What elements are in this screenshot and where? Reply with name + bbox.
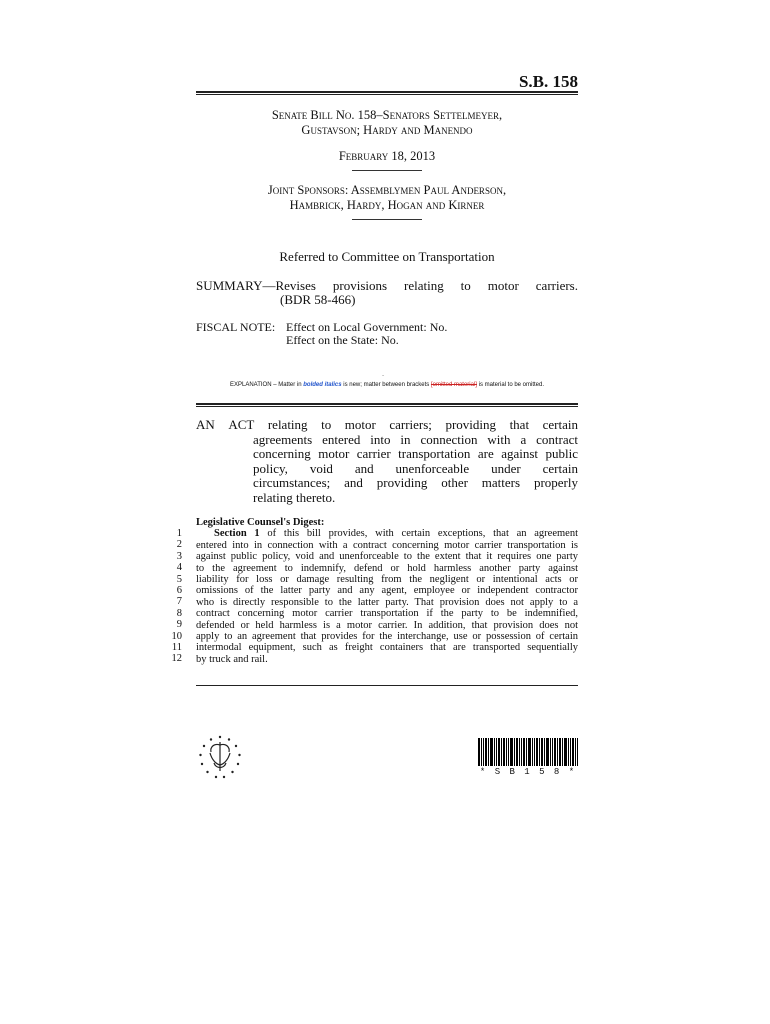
- fiscal-note-local: Effect on Local Government: No.: [286, 320, 448, 334]
- joint-sponsors-line-1: Joint Sponsors: Assemblymen Paul Anderson,: [267, 183, 507, 197]
- digest-line: liability for loss or damage resulting from the negligent or intentional acts or: [196, 574, 578, 586]
- digest-line: against public policy, void and unenforceable to the extent that it requires one party: [196, 551, 578, 563]
- explanation-omitted: [omitted material]: [430, 382, 477, 388]
- digest-line: contract concerning motor carrier transportation if the party to be indemnified,: [196, 608, 578, 620]
- fiscal-note-label: FISCAL NOTE:: [196, 320, 276, 334]
- act-word: ACT: [228, 417, 255, 432]
- barcode-icon: [478, 738, 578, 766]
- act-word: motor: [344, 417, 376, 432]
- barcode-caption: * S B 1 5 8 *: [479, 767, 577, 777]
- line-number: 7: [176, 596, 182, 608]
- bill-header: [196, 108, 578, 220]
- act-word: relating: [267, 417, 308, 432]
- act-rule: [196, 403, 578, 407]
- act-first-line: [196, 418, 578, 433]
- sponsors-rule: [352, 219, 422, 220]
- act-line: policy, void and unenforceable under certain: [253, 460, 578, 476]
- act-word: that: [509, 417, 530, 432]
- digest-line: omissions of the latter party and any agent, employee or independent contractor: [196, 585, 578, 597]
- line-number: 3: [176, 550, 182, 562]
- line-number: 4: [176, 562, 182, 574]
- tiny-mark: ~: [382, 373, 385, 378]
- header-rule: [196, 91, 578, 95]
- bill-date: February 18, 2013: [338, 149, 436, 163]
- digest-line-numbers: [168, 528, 182, 665]
- summary-text: —Revises provisions relating to motor carriers.: [262, 278, 578, 293]
- act-line: agreements entered into in connection with a contract: [253, 431, 578, 447]
- digest-line: apply to an agreement that provides for the interchange, use or possession of certain: [196, 631, 578, 643]
- bill-title-line-1: Senate Bill No. 158–Senators Settelmeyer,: [271, 108, 503, 122]
- explanation: [196, 382, 578, 388]
- line-number: 12: [171, 653, 182, 665]
- digest-line: intermodal equipment, such as freight containers that are transported sequentially: [196, 642, 578, 654]
- digest-first-line-text: of this bill provides, with certain exceptions, that an agreement: [259, 528, 578, 540]
- joint-sponsors-line-2: Hambrick, Hardy, Hogan and Kirner: [289, 198, 485, 212]
- fiscal-note: [196, 321, 578, 347]
- digest-line: by truck and rail.: [196, 653, 268, 665]
- act-line: circumstances; and providing other matters properly: [253, 475, 578, 490]
- act-word: certain: [542, 417, 578, 432]
- line-number: 2: [176, 539, 182, 551]
- act-line: relating thereto.: [253, 489, 336, 505]
- digest-line: to the agreement to indemnify, defend or hold harmless another party against: [196, 562, 578, 574]
- digest-heading: Legislative Counsel's Digest:: [196, 517, 325, 528]
- act-word: providing: [445, 417, 497, 432]
- act-word: to: [321, 417, 332, 432]
- explanation-middle: is new; matter between brackets: [341, 382, 431, 388]
- digest-line: [196, 528, 578, 539]
- act-word: AN: [196, 417, 215, 432]
- act-line: concerning motor carrier transportation are against public: [253, 446, 578, 461]
- digest-line: defended or held harmless is a motor carrier. In addition, that provision does not: [196, 619, 578, 631]
- fiscal-note-state: Effect on the State: No.: [286, 333, 399, 347]
- summary-bdr: (BDR 58-466): [280, 292, 356, 307]
- digest-line: who is directly responsible to the latter party. That provision does not apply to a: [196, 596, 578, 608]
- section-label: Section 1: [214, 528, 260, 540]
- line-number: 5: [176, 573, 182, 585]
- line-number: 10: [171, 630, 182, 642]
- state-seal-icon: [196, 733, 244, 781]
- referred-to-committee: Referred to Committee on Transportation: [279, 249, 495, 264]
- summary: [196, 279, 578, 307]
- act-word: carriers;: [389, 417, 432, 432]
- line-number: 11: [171, 642, 182, 654]
- line-number: 8: [176, 607, 182, 619]
- act-title: [196, 418, 578, 505]
- bill-title-line-2: Gustavson; Hardy and Manendo: [301, 123, 473, 137]
- explanation-new: bolded italics: [303, 382, 342, 388]
- explanation-suffix: is material to be omitted.: [476, 382, 545, 388]
- footer-rule: [196, 685, 578, 686]
- explanation-prefix: EXPLANATION – Matter in: [229, 382, 304, 388]
- summary-label: SUMMARY: [196, 278, 263, 293]
- line-number: 9: [176, 619, 182, 631]
- line-number: 6: [176, 585, 182, 597]
- line-number: 1: [176, 528, 182, 539]
- digest-line: entered into in connection with a contract concerning motor carrier transportation is: [196, 539, 578, 551]
- bill-number: S.B. 158: [518, 72, 578, 91]
- legislative-digest: [196, 517, 578, 665]
